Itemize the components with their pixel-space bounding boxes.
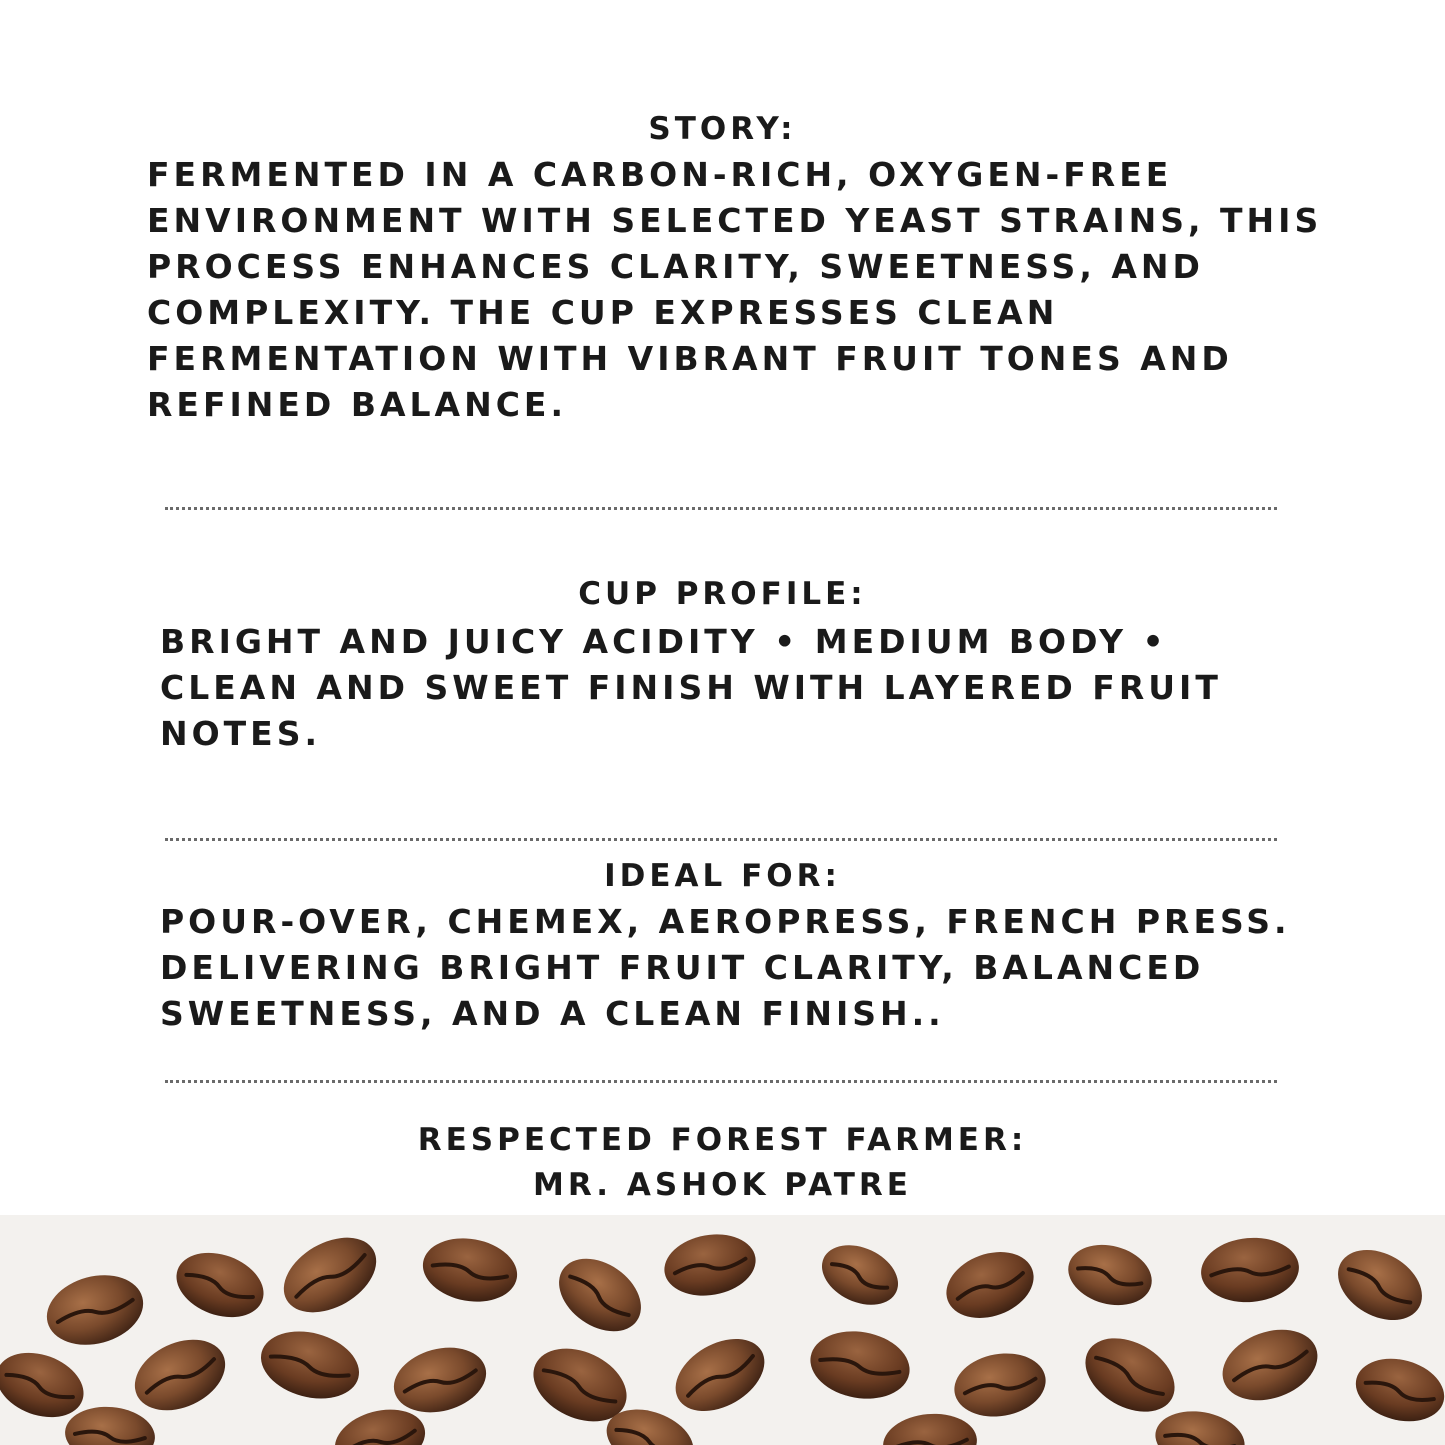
coffee-bean	[1213, 1317, 1328, 1413]
coffee-bean	[1072, 1323, 1187, 1426]
story-text	[147, 152, 1322, 428]
farmer-heading: RESPECTED FOREST FARMER:	[417, 1122, 1028, 1158]
coffee-bean	[663, 1324, 777, 1426]
story-line: FERMENTED IN A CARBON-RICH, OXYGEN-FREE	[147, 155, 1173, 194]
ideal-for-line: SWEETNESS, AND A CLEAN FINISH..	[160, 994, 945, 1033]
story-line: FERMENTATION WITH VIBRANT FRUIT TONES AND	[147, 339, 1233, 378]
cup-profile-text	[160, 619, 1222, 757]
story-line: COMPLEXITY. THE CUP EXPRESSES CLEAN	[147, 293, 1059, 332]
coffee-bean	[1061, 1236, 1158, 1314]
coffee-bean	[1151, 1405, 1249, 1445]
story-line: PROCESS ENHANCES CLARITY, SWEETNESS, AND	[147, 247, 1204, 286]
coffee-bean	[805, 1324, 915, 1406]
coffee-beans-illustration	[0, 1215, 1445, 1445]
coffee-bean	[1198, 1234, 1301, 1306]
coffee-bean	[949, 1346, 1050, 1423]
coffee-bean	[1349, 1349, 1445, 1430]
coffee-bean	[123, 1326, 236, 1424]
coffee-bean	[659, 1227, 760, 1302]
section-divider	[165, 838, 1277, 841]
coffee-bean	[253, 1321, 366, 1409]
story-line: ENVIRONMENT WITH SELECTED YEAST STRAINS, THIS	[147, 201, 1323, 240]
story-line: REFINED BALANCE.	[147, 385, 567, 424]
cup-profile-line: BRIGHT AND JUICY ACIDITY • MEDIUM BODY •	[160, 622, 1168, 661]
section-divider	[165, 1080, 1277, 1083]
cup-profile-line: NOTES.	[160, 714, 322, 753]
coffee-bean	[418, 1231, 522, 1309]
farmer-name: MR. ASHOK PATRE	[533, 1167, 912, 1203]
coffee-bean	[167, 1241, 272, 1328]
ideal-for-text	[160, 899, 1291, 1037]
cup-profile-heading: CUP PROFILE:	[578, 576, 867, 612]
coffee-bean	[39, 1265, 151, 1355]
coffee-bean	[63, 1403, 158, 1445]
ideal-for-line: DELIVERING BRIGHT FRUIT CLARITY, BALANCED	[160, 948, 1205, 987]
cup-profile-line: CLEAN AND SWEET FINISH WITH LAYERED FRUIT	[160, 668, 1222, 707]
coffee-bean	[937, 1240, 1043, 1329]
section-divider	[165, 507, 1277, 510]
coffee-bean	[387, 1338, 494, 1422]
coffee-bean	[1326, 1236, 1435, 1335]
ideal-for-heading: IDEAL FOR:	[604, 858, 841, 894]
ideal-for-line: POUR-OVER, CHEMEX, AEROPRESS, FRENCH PRESS.	[160, 902, 1291, 941]
coffee-beans-image	[0, 1215, 1445, 1445]
coffee-bean	[812, 1234, 907, 1317]
coffee-bean	[271, 1222, 390, 1327]
coffee-bean	[881, 1410, 980, 1445]
coffee-bean	[545, 1244, 654, 1346]
story-heading: STORY:	[648, 111, 797, 147]
